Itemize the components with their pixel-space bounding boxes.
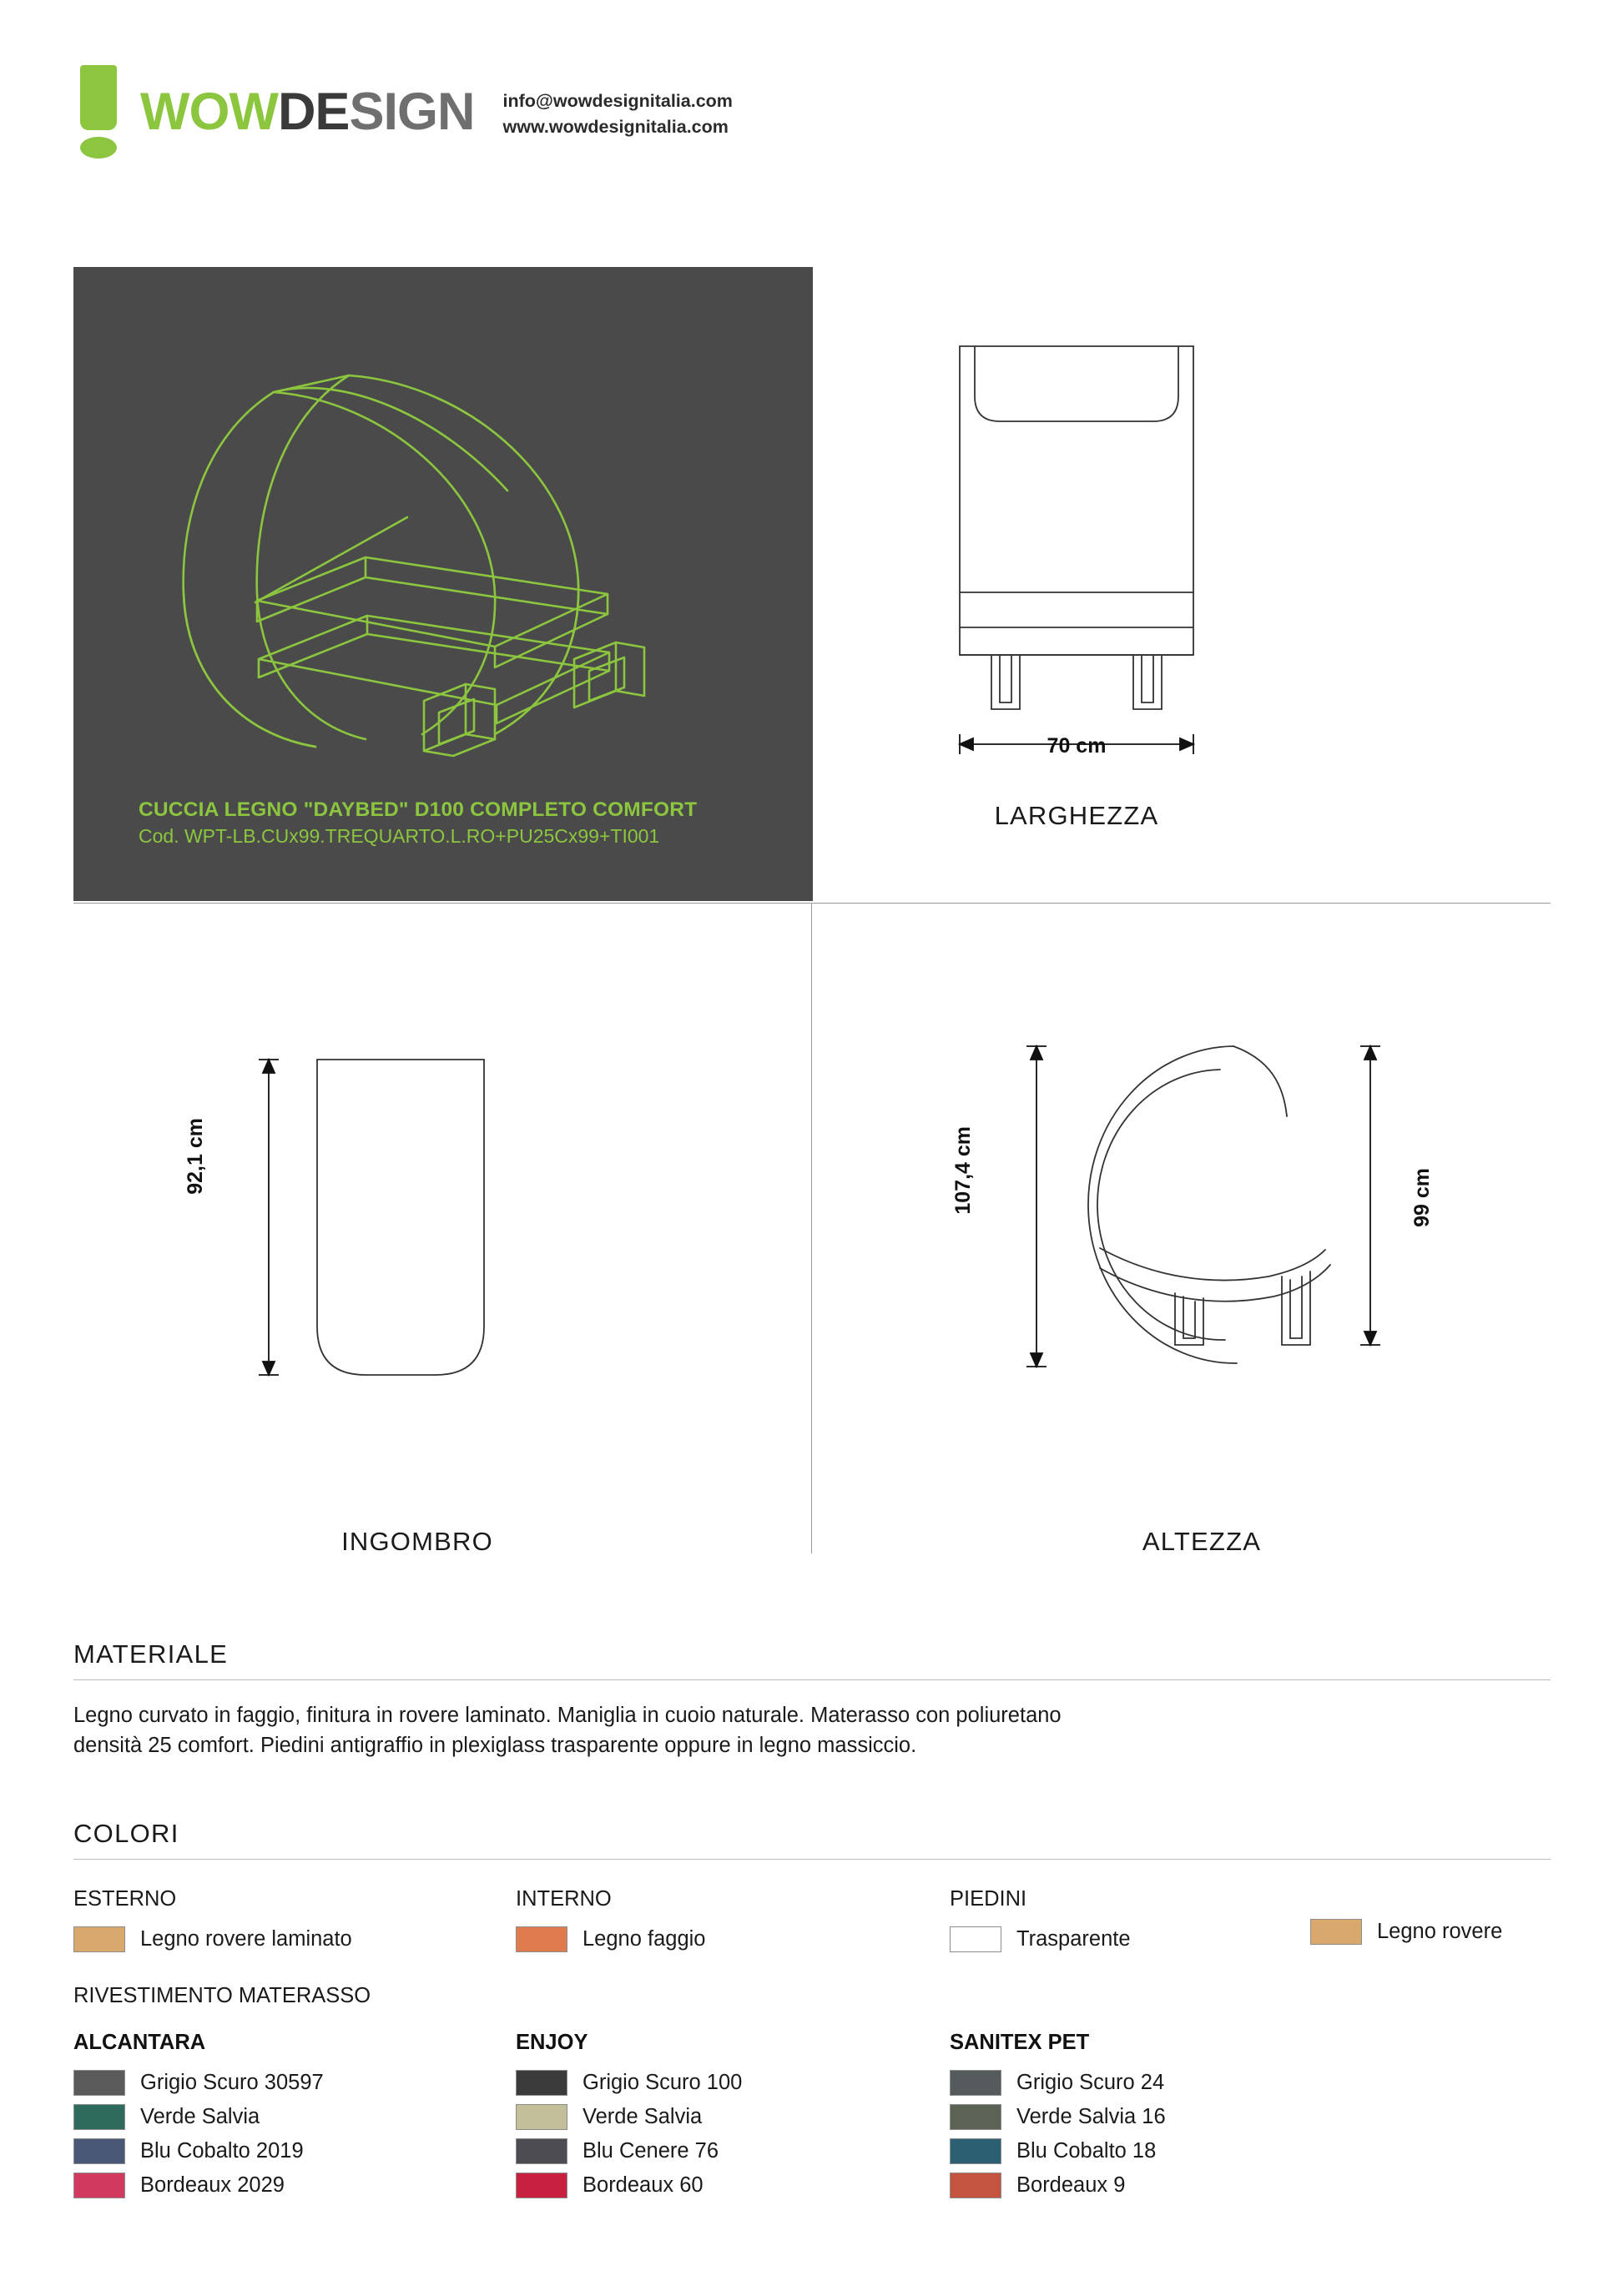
hero-title: CUCCIA LEGNO "DAYBED" D100 COMPLETO COMFORT bbox=[139, 798, 698, 821]
color-label: Legno rovere laminato bbox=[140, 1927, 352, 1951]
product-hero-image bbox=[73, 267, 813, 901]
color-label: Grigio Scuro 100 bbox=[583, 2071, 743, 2094]
color-label: Blu Cenere 76 bbox=[583, 2139, 719, 2163]
swatch-row bbox=[73, 2173, 507, 2198]
hero-code: Cod. WPT-LB.CUx99.TREQUARTO.L.RO+PU25Cx99+TI001 bbox=[139, 824, 660, 847]
fabric-group-enjoy bbox=[516, 2031, 950, 2207]
swatch-row bbox=[516, 1926, 875, 1952]
brand-wow: WOW bbox=[140, 82, 278, 141]
ingombro-label: INGOMBRO bbox=[341, 1527, 493, 1556]
color-label: Legno rovere bbox=[1377, 1920, 1503, 1943]
view-ingombro bbox=[125, 1026, 759, 1594]
view-larghezza bbox=[868, 317, 1502, 884]
materiale-text bbox=[73, 1700, 1551, 1760]
larghezza-dimension: 70 cm bbox=[1047, 734, 1107, 758]
rivestimento-title: RIVESTIMENTO MATERASSO bbox=[73, 1984, 371, 2007]
color-swatch[interactable] bbox=[73, 2070, 125, 2096]
colori-group-interno bbox=[516, 1887, 875, 1961]
fabric-group-sanitex-pet bbox=[950, 2031, 1417, 2207]
color-label: Grigio Scuro 30597 bbox=[140, 2071, 324, 2094]
swatch-row bbox=[73, 2104, 507, 2130]
swatch-row bbox=[950, 2173, 1417, 2198]
altezza-label: ALTEZZA bbox=[1142, 1527, 1262, 1556]
color-label: Blu Cobalto 2019 bbox=[140, 2139, 304, 2163]
swatch-row bbox=[73, 2138, 507, 2164]
plan-view-drawing bbox=[125, 1026, 709, 1443]
materiale-text-line1: Legno curvato in faggio, finitura in rovere laminato. Maniglia in cuoio naturale. Materasso con poliuretano bbox=[73, 1704, 1062, 1727]
materiale-section bbox=[73, 1639, 1551, 1760]
larghezza-label: LARGHEZZA bbox=[994, 801, 1159, 830]
hero-caption bbox=[139, 796, 697, 849]
contact-email: info@wowdesignitalia.com bbox=[502, 91, 733, 112]
exclamation-logo-icon bbox=[73, 65, 125, 159]
swatch-row bbox=[950, 2138, 1417, 2164]
swatch-row bbox=[516, 2138, 950, 2164]
colori-section bbox=[73, 1819, 1551, 1860]
color-swatch[interactable] bbox=[73, 2104, 125, 2130]
front-view-drawing bbox=[868, 317, 1502, 784]
colori-group-piedini-legno bbox=[1310, 1919, 1624, 1953]
brand-sign: SIGN bbox=[349, 82, 475, 141]
swatch-row bbox=[1310, 1919, 1624, 1945]
divider-horizontal-top bbox=[73, 903, 1551, 904]
brand-logo-text bbox=[140, 82, 475, 141]
color-swatch[interactable] bbox=[950, 2138, 1001, 2164]
colori-group-piedini-title: PIEDINI bbox=[950, 1887, 1027, 1911]
color-swatch[interactable] bbox=[73, 1926, 125, 1952]
color-label: Bordeaux 9 bbox=[1016, 2173, 1126, 2197]
swatch-row bbox=[950, 1926, 1309, 1952]
color-label: Verde Salvia bbox=[583, 2105, 703, 2128]
colori-group-interno-title: INTERNO bbox=[516, 1887, 612, 1911]
swatch-row bbox=[516, 2104, 950, 2130]
color-swatch[interactable] bbox=[516, 2138, 567, 2164]
colori-group-piedini bbox=[950, 1887, 1309, 1961]
color-swatch[interactable] bbox=[516, 2173, 567, 2198]
color-swatch[interactable] bbox=[950, 2070, 1001, 2096]
contact-block bbox=[503, 83, 733, 139]
fabric-group-title: ENJOY bbox=[516, 2031, 588, 2054]
altezza-dimension-left: 107,4 cm bbox=[951, 1126, 975, 1215]
fabric-group-title: SANITEX PET bbox=[950, 2031, 1090, 2054]
header bbox=[73, 65, 733, 159]
color-swatch[interactable] bbox=[516, 2070, 567, 2096]
colori-title: COLORI bbox=[73, 1819, 179, 1848]
color-label: Legno faggio bbox=[583, 1927, 706, 1951]
color-label: Grigio Scuro 24 bbox=[1016, 2071, 1165, 2094]
color-label: Trasparente bbox=[1016, 1927, 1131, 1951]
contact-website: www.wowdesignitalia.com bbox=[502, 117, 729, 137]
colori-group-esterno bbox=[73, 1887, 432, 1961]
color-swatch[interactable] bbox=[950, 1926, 1001, 1952]
color-label: Verde Salvia bbox=[140, 2105, 260, 2128]
color-swatch[interactable] bbox=[1310, 1919, 1362, 1945]
color-swatch[interactable] bbox=[73, 2173, 125, 2198]
color-swatch[interactable] bbox=[73, 2138, 125, 2164]
altezza-dimension-right: 99 cm bbox=[1410, 1168, 1434, 1227]
color-swatch[interactable] bbox=[950, 2104, 1001, 2130]
swatch-row bbox=[516, 2173, 950, 2198]
divider-vertical bbox=[811, 903, 812, 1553]
fabric-group-alcantara bbox=[73, 2031, 507, 2207]
color-label: Verde Salvia 16 bbox=[1016, 2105, 1166, 2128]
view-altezza bbox=[910, 1026, 1544, 1594]
colori-group-esterno-title: ESTERNO bbox=[73, 1887, 177, 1911]
ingombro-dimension: 92,1 cm bbox=[184, 1118, 207, 1195]
colori-rule bbox=[73, 1859, 1551, 1860]
swatch-row bbox=[73, 2070, 507, 2096]
swatch-row bbox=[950, 2104, 1417, 2130]
swatch-row bbox=[516, 2070, 950, 2096]
materiale-text-line2: densità 25 comfort. Piedini antigraffio in plexiglass trasparente oppure in legno massiccio. bbox=[73, 1734, 917, 1758]
color-swatch[interactable] bbox=[516, 2104, 567, 2130]
swatch-row bbox=[73, 1926, 432, 1952]
color-label: Blu Cobalto 18 bbox=[1016, 2139, 1157, 2163]
materiale-title: MATERIALE bbox=[73, 1639, 229, 1669]
color-swatch[interactable] bbox=[950, 2173, 1001, 2198]
side-view-drawing bbox=[910, 1026, 1494, 1443]
brand-de: DE bbox=[277, 82, 350, 141]
color-swatch[interactable] bbox=[516, 1926, 567, 1952]
fabric-group-title: ALCANTARA bbox=[73, 2031, 206, 2054]
color-label: Bordeaux 60 bbox=[583, 2173, 704, 2197]
swatch-row bbox=[950, 2070, 1417, 2096]
materiale-rule bbox=[73, 1679, 1551, 1680]
color-label: Bordeaux 2029 bbox=[140, 2173, 285, 2197]
